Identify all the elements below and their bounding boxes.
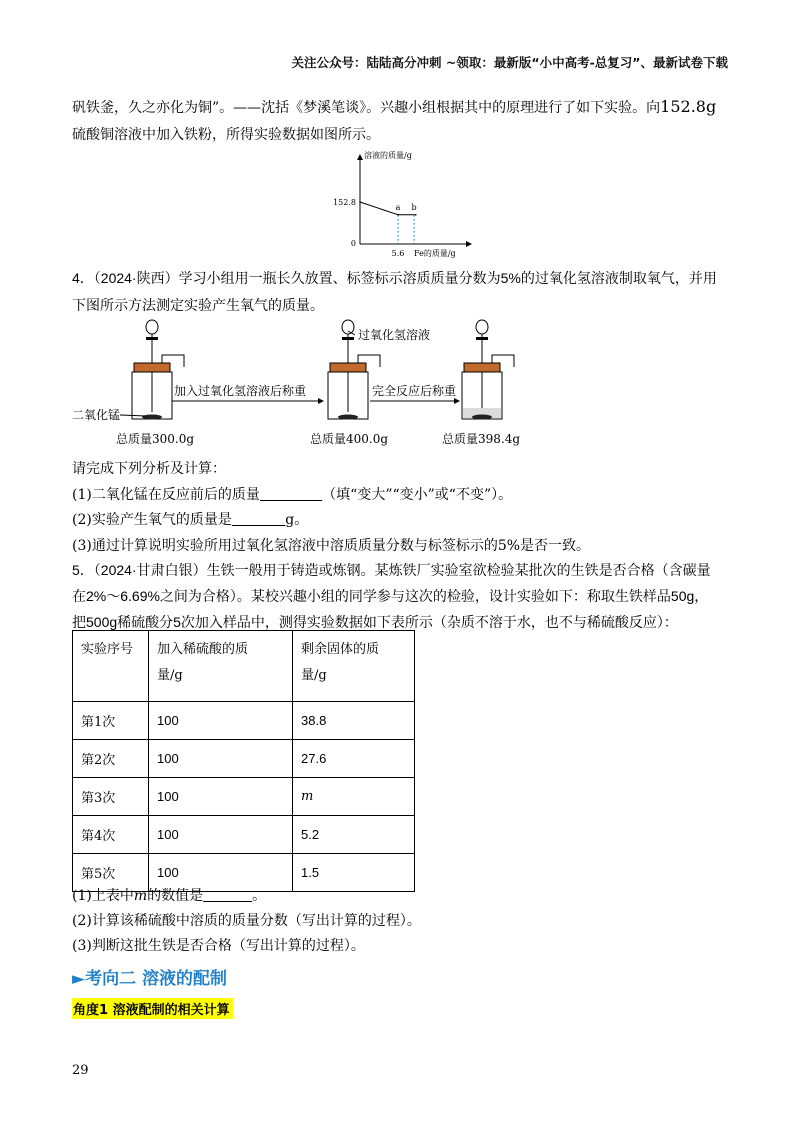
mno2-powder-2 [338,415,358,420]
table-cell: m [293,778,415,816]
table-cell: 27.6 [293,740,415,778]
y-tick-label-zero: 0 [350,239,356,248]
header-acid-line-1: 加入稀硫酸的质 [157,642,249,657]
q4-line-2: 下图所示方法测定实验产生氧气的质量。 [72,297,324,313]
funnel-valve-1 [146,337,158,340]
table-cell: 100 [149,702,293,740]
y-axis-arrow [357,154,363,160]
mno2-pointer [120,415,146,416]
table-cell: 100 [149,740,293,778]
table-cell: 第4次 [73,816,149,854]
x-axis-arrow [466,241,472,247]
data-point [397,214,399,216]
x-tick-label: 5.6 [391,249,405,258]
mno2-powder-3 [472,415,492,420]
table-cell: 第5次 [73,854,149,892]
table-cell: 100 [149,816,293,854]
table-cell: 1.5 [293,854,415,892]
table-row [73,702,415,740]
header-acid-line-2: 量/g [157,668,183,683]
section-title: ►考向二 溶液的配制 [72,969,227,989]
q4-sub2-text: (2)实验产生氧气的质量是 [72,512,232,528]
q5-sub3: (3)判断这批生铁是否合格（写出计算的过程）。 [72,938,365,954]
chart-series [359,201,416,244]
funnel-valve-3 [476,337,488,340]
table-cell: 100 [149,854,293,892]
table-row [73,778,415,816]
flask-1 [132,320,184,420]
intro-line-1 [72,97,716,118]
mno2-powder-1 [142,415,162,420]
point-label-b: b [411,203,417,212]
flask-3 [462,320,514,420]
table-cell: 第3次 [73,778,149,816]
page-header: 关注公众号：陆陆高分冲刺 ~领取：最新版“小中高考-总复习”、最新试卷下载 [291,55,728,70]
header-cell-solid [293,631,415,702]
table-cell: 100 [149,778,293,816]
header-cell-seq: 实验序号 [73,631,149,702]
table-header-row [73,631,415,702]
mno2-label: 二氧化锰 [72,408,121,422]
q4-sub1-text: (1)二氧化锰在反应前后的质量 [72,487,260,503]
arrow-2-head [454,398,460,404]
mass-label-3: 总质量398.4g [442,432,521,446]
stopper-2 [330,363,366,372]
table-cell: 第2次 [73,740,149,778]
q4-prompt: 请完成下列分析及计算： [72,461,226,477]
answer-blank-2[interactable] [232,512,285,528]
mass-value: 152.8g [660,97,717,116]
table-cell: 38.8 [293,702,415,740]
table-row [73,816,415,854]
solution-mass-chart [330,148,480,260]
answer-blank-3[interactable] [203,888,252,904]
table-cell: 5.2 [293,816,415,854]
intro-line-2: 硫酸铜溶液中加入铁粉，所得实验数据如图所示。 [72,127,380,143]
q5-sub1-text: (1)上表中 [72,888,134,904]
data-point [415,214,417,216]
experiment-table [72,630,415,892]
table-cell: 第1次 [73,702,149,740]
q5-sub1 [72,886,266,906]
stopper-3 [464,363,500,372]
oxygen-apparatus-figure [72,317,632,449]
funnel-bulb-1 [146,320,158,334]
q4-sub1-hint: （填“变大”“变小”或“不变”）。 [322,487,513,503]
answer-blank-1[interactable] [260,487,322,503]
q4-line-1: 4．（2024·陕西）学习小组用一瓶长久放置、标签标示溶质质量分数为5%的过氧化氢溶液制取氧气，并用 [72,270,717,286]
arrow-1-label: 加入过氧化氢溶液后称重 [174,384,307,398]
header-solid-line-1: 剩余固体的质 [301,642,380,657]
series-line [360,202,416,215]
chart-axes [357,154,472,247]
q5-sub1-text-2: 的数值是 [147,888,204,904]
mass-label-1: 总质量300.0g [116,432,195,446]
stopper-1 [134,363,170,372]
x-axis-label: Fe的质量/g [414,249,456,258]
q5-line-2: 在2%～6.69%之间为合格）。某校兴趣小组的同学参与这次的检验，设计实验如下：称取生铁样品50g， [72,588,709,604]
q4-sub3: (3)通过计算说明实验所用过氧化氢溶液中溶质质量分数与标签标示的5%是否一致。 [72,538,591,554]
q5-sub2: (2)计算该稀硫酸中溶质的质量分数（写出计算的过程）。 [72,913,421,929]
data-point [359,201,361,203]
q5-sub1-end: 。 [252,888,267,904]
mass-label-2: 总质量400.0g [310,432,389,446]
q5-sub1-var: m [133,888,148,904]
funnel-valve-2 [342,337,354,340]
arrow-2-label: 完全反应后称重 [372,384,457,398]
arrow-1-head [318,398,324,404]
header-cell-acid [149,631,293,702]
funnel-bulb-2 [342,320,354,334]
section-subtitle: 角度1 溶液配制的相关计算 [72,998,233,1019]
page-number: 29 [72,1063,89,1078]
q5-line-1: 5．（2024·甘肃白银）生铁一般用于铸造或炼钢。某炼铁厂实验室欲检验某批次的生铁是否合格（含碳量 [72,562,711,578]
y-axis-label: 溶液的质量/g [364,151,412,160]
intro-text: 矾铁釜，久之亦化为铜”。——沈括《梦溪笔谈》。兴趣小组根据其中的原理进行了如下实验。向 [72,100,661,116]
h2o2-label: 过氧化氢溶液 [358,328,431,342]
table-row [73,740,415,778]
y-tick-label-top: 152.8 [333,198,356,207]
header-solid-line-2: 量/g [301,668,327,683]
q4-sub2-unit: g。 [285,512,309,528]
q4-sub2 [72,510,308,530]
q4-sub1 [72,485,512,505]
point-label-a: a [395,203,401,212]
funnel-bulb-3 [476,320,488,334]
q5-line-3: 把500g稀硫酸分5次加入样品中，测得实验数据如下表所示（杂质不溶于水，也不与稀硫酸反应）： [72,614,678,630]
